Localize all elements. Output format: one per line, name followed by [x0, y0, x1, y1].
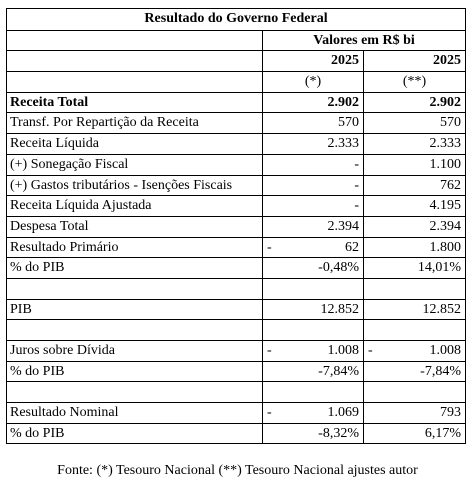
row-value-v1 [263, 176, 364, 196]
spacer-cell [263, 279, 364, 299]
note-2: (**) [402, 74, 427, 90]
row-value-v1 [263, 362, 364, 382]
value-number: 12.852 [320, 301, 359, 317]
row-value-v2 [364, 217, 465, 237]
value-number: 762 [440, 177, 461, 193]
value-number: -8,32% [318, 425, 359, 441]
spacer-cell [7, 320, 263, 340]
row-value-v2 [364, 113, 465, 133]
value-number: -0,48% [318, 260, 359, 276]
row-value-v1 [263, 155, 364, 175]
row-label: Receita Líquida [7, 134, 263, 154]
units-blank [7, 31, 263, 51]
value-number: 14,01% [417, 260, 461, 276]
value-sign: - [267, 343, 272, 358]
value-number: 4.195 [429, 198, 461, 214]
value-number: 2.394 [429, 218, 461, 234]
row-value-v1 [263, 93, 364, 113]
spacer-cell [7, 279, 263, 299]
value-number: 570 [338, 115, 359, 131]
table-title-row [7, 9, 465, 30]
value-number: 1.800 [429, 239, 461, 255]
year-1: 2025 [331, 53, 359, 69]
spacer-row [7, 278, 465, 299]
table-row [7, 154, 465, 175]
table-title: Resultado do Governo Federal [144, 11, 328, 26]
table-row [7, 112, 465, 133]
table-row [7, 92, 465, 113]
value-number: 2.902 [429, 94, 461, 110]
year-row [7, 50, 465, 71]
row-label: Transf. Por Repartição da Receita [7, 113, 263, 133]
value-number: 793 [440, 405, 461, 421]
row-label: % do PIB [7, 424, 263, 444]
row-value-v1 [263, 300, 364, 320]
row-label: Despesa Total [7, 217, 263, 237]
value-number: 1.069 [327, 405, 359, 421]
row-value-v2 [364, 362, 465, 382]
value-number: 62 [345, 239, 359, 255]
table-body [7, 92, 465, 444]
row-value-v1 [263, 424, 364, 444]
table-row [7, 175, 465, 196]
row-value-v1 [263, 196, 364, 216]
year-2: 2025 [433, 53, 461, 69]
row-value-v1 [263, 341, 364, 361]
year-col-2 [364, 51, 465, 71]
value-number: 570 [440, 115, 461, 131]
value-number: 12.852 [422, 301, 461, 317]
row-label: % do PIB [7, 362, 263, 382]
spacer-cell [263, 320, 364, 340]
row-value-v1 [263, 113, 364, 133]
value-number: 2.333 [429, 136, 461, 152]
row-label: % do PIB [7, 258, 263, 278]
value-number: 1.008 [429, 343, 461, 358]
row-label: Resultado Primário [7, 238, 263, 258]
row-value-v1 [263, 403, 364, 423]
spacer-row [7, 381, 465, 402]
value-number: 2.333 [327, 136, 359, 152]
results-table [6, 8, 466, 444]
row-label: Juros sobre Dívida [7, 341, 263, 361]
row-label: (+) Gastos tributários - Isenções Fiscais [7, 176, 263, 196]
row-value-v2 [364, 134, 465, 154]
table-row [7, 195, 465, 216]
spacer-cell [263, 382, 364, 402]
value-number: 2.394 [327, 218, 359, 234]
year-blank [7, 51, 263, 71]
row-label: (+) Sonegação Fiscal [7, 155, 263, 175]
table-row [7, 257, 465, 278]
value-sign: - [267, 405, 272, 421]
spacer-cell [364, 279, 465, 299]
row-label: Receita Líquida Ajustada [7, 196, 263, 216]
spacer-cell [364, 382, 465, 402]
row-label: PIB [7, 300, 263, 320]
year-col-1 [263, 51, 364, 71]
footnote: Fonte: (*) Tesouro Nacional (**) Tesouro Nacional ajustes autor [57, 463, 418, 478]
value-number: - [354, 198, 359, 214]
table-row [7, 340, 465, 361]
row-value-v1 [263, 238, 364, 258]
table-row [7, 402, 465, 423]
row-label: Receita Total [7, 93, 263, 113]
value-sign: - [267, 239, 272, 255]
table-row [7, 361, 465, 382]
spacer-cell [7, 382, 263, 402]
row-value-v2 [364, 258, 465, 278]
row-value-v2 [364, 155, 465, 175]
row-value-v2 [364, 238, 465, 258]
notes-blank [7, 72, 263, 92]
note-1: (*) [304, 74, 322, 90]
row-value-v2 [364, 93, 465, 113]
row-value-v2 [364, 403, 465, 423]
row-value-v2 [364, 424, 465, 444]
value-number: 1.008 [327, 343, 359, 358]
value-number: -7,84% [318, 363, 359, 379]
notes-row [7, 71, 465, 92]
value-number: - [354, 177, 359, 193]
row-value-v1 [263, 217, 364, 237]
table-row [7, 216, 465, 237]
value-number: -7,84% [420, 363, 461, 379]
spacer-cell [364, 320, 465, 340]
value-number: 6,17% [424, 425, 461, 441]
note-col-1 [263, 72, 364, 92]
table-row [7, 299, 465, 320]
table-row [7, 237, 465, 258]
table-row [7, 423, 465, 444]
table-row [7, 133, 465, 154]
value-number: - [354, 156, 359, 172]
row-value-v2 [364, 341, 465, 361]
note-col-2 [364, 72, 465, 92]
units-row [7, 30, 465, 51]
value-number: 2.902 [327, 94, 359, 110]
units-label: Valores em R$ bi [313, 32, 415, 48]
value-sign: - [368, 343, 373, 358]
row-value-v1 [263, 134, 364, 154]
row-label: Resultado Nominal [7, 403, 263, 423]
row-value-v2 [364, 196, 465, 216]
row-value-v2 [364, 176, 465, 196]
row-value-v1 [263, 258, 364, 278]
row-value-v2 [364, 300, 465, 320]
spacer-row [7, 319, 465, 340]
value-number: 1.100 [429, 156, 461, 172]
